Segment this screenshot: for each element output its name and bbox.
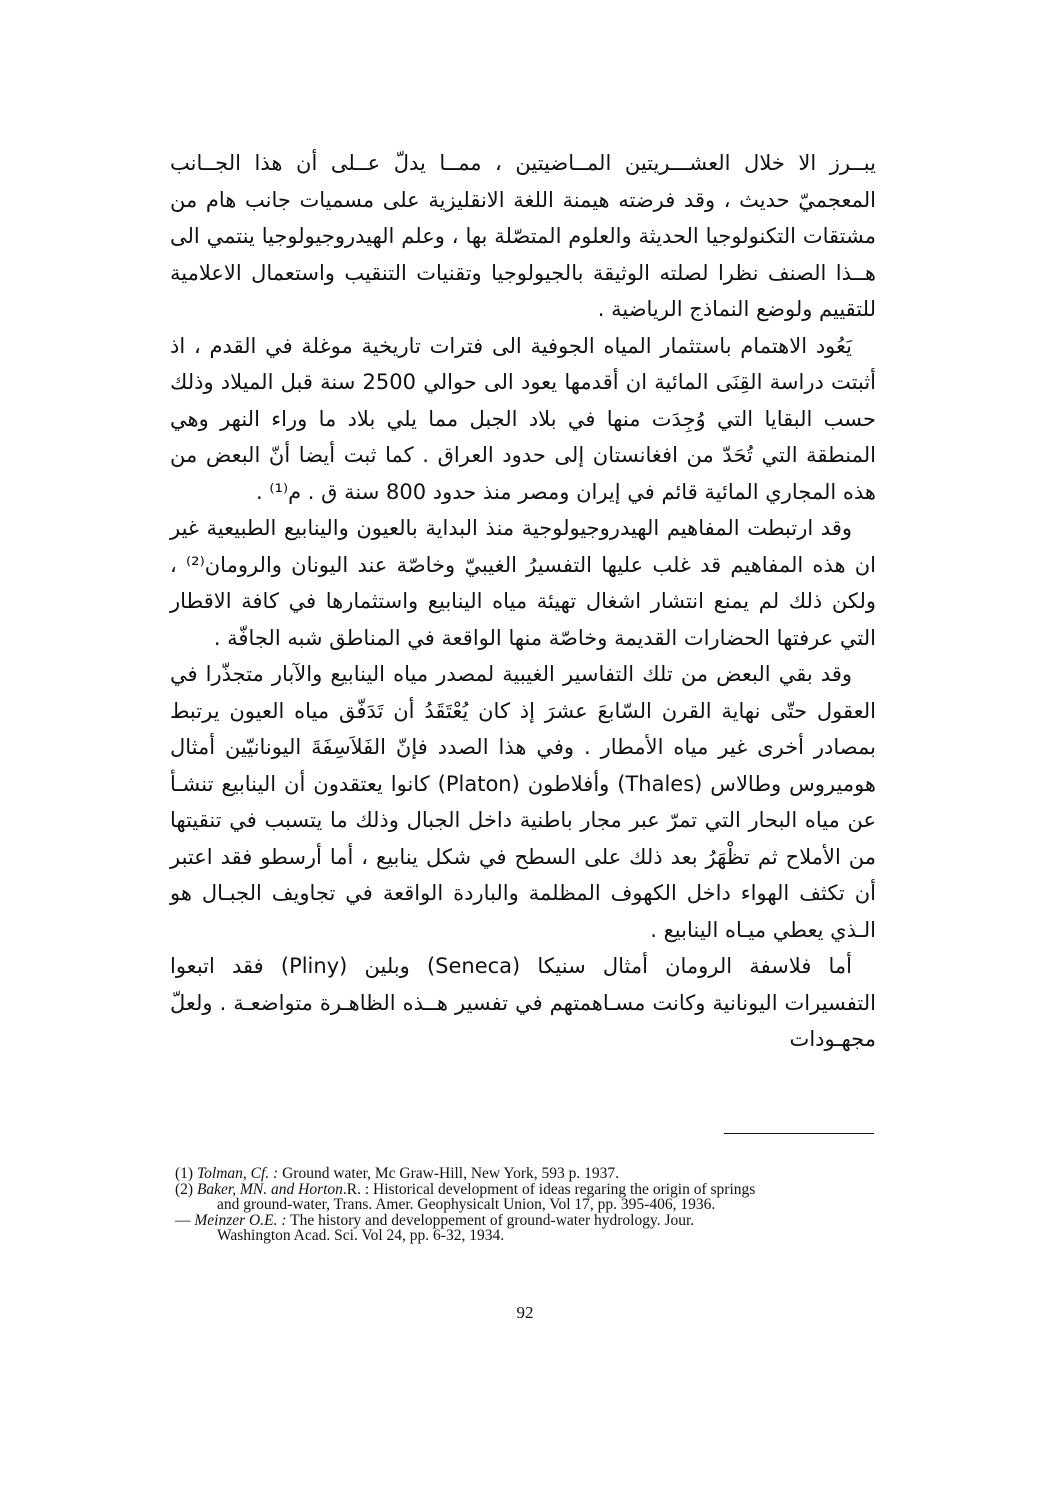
footnote-number: — [175,1211,191,1229]
footnote-2 [175,1182,875,1198]
paragraph-1: يبــرز الا خلال العشـــريتين المــاضيتين ، ممــا يدلّ عــلى أن هذا الجــانب المعجميّ حديث ، وقد فرضته هيمنة اللغة الانقليزية على مسميات جانب هام من مشتقات التكنولوجيا الحديثة والعلوم المتصّلة بها ، وعلم الهيدروجيولوجيا ينتمي الى هــذا الصنف نظرا لصلته الوثيقة بالجيولوجيا وتقنيات التنقيب واستعمال الاعلامية للتقييم ولوضع النماذج الرياضية . [170,151,876,321]
paragraph-4: وقد بقي البعض من تلك التفاسير الغيبية لمصدر مياه الينابيع والآبار متجذّرا في العقول حتّى نهاية القرن السّابعَ عشرَ إذ كان يُعْتَقَدُ أن تَدَفّق مياه العيون يرتبط بمصادر أخرى غير مياه الأمطار . وفي هذا الصدد فإنّ الفَلاَسِفَةَ اليونانيّين أمثال هوميروس وطالاس (Thales) وأفلاطون (Platon) كانوا يعتقدون أن الينابيع تنشـأ عن مياه البحار التي تمرّ عبر مجار باطنية داخل الجبال وذلك ما يتسبب في تنقيتها من الأملاح ثم تظْهَرُ بعد ذلك على السطح في شكل ينابيع ، أما أرسطو فقد اعتبر أن تكثف الهواء داخل الكهوف المظلمة والباردة الواقعة في تجاويف الجبـال هو الـذي يعطي ميـاه الينابيع . [170,662,877,942]
footnote-text: Ground water, Mc Graw-Hill, New York, 593 p. 1937. [282,1165,619,1182]
footnote-number: (1) [175,1165,194,1182]
footnote-author: Meinzer O.E. : [194,1211,287,1229]
footnote-3-continuation: Washington Acad. Sci. Vol 24, pp. 6-32, 1934. [217,1227,505,1244]
footnote-author: Baker, MN. and Horton [196,1180,343,1198]
page-number: 92 [516,1303,534,1322]
paragraph-3: وقد ارتبطت المفاهيم الهيدروجيولوجية منذ البداية بالعيون والينابيع الطبيعية غير ان هذه المفاهيم قد غلب عليها التفسيرُ الغيبيّ وخاصّة عند اليونان والرومان⁽²⁾ ، ولكن ذلك لم يمنع انتشار اشغال تهيئة مياه الينابيع واستثمارها في كافة الاقطار التي عرفتها الحضارات القديمة وخاصّة منها الواقعة في المناطق شبه الجافّة . [170,516,876,650]
paragraph-5: أما فلاسفة الرومان أمثال سنيكا (Seneca) وبلين (Pliny) فقد اتبعوا التفسيرات اليونانية وكانت مسـاهمتهم في تفسير هــذه الظاهـرة متواضعـة . ولعلّ مجهـودات [170,954,876,1051]
footnote-2-continuation: and ground-water, Trans. Amer. Geophysicalt Union, Vol 17, pp. 395-406, 1936. [217,1196,716,1213]
footnote-text: .R. : Historical development of ideas regaring the origin of springs [342,1180,756,1198]
footnote-text: The history and developpement of ground-water hydrology. Jour. [290,1211,695,1229]
footnote-number: (2) [175,1180,194,1198]
footnote-1 [175,1166,875,1182]
footnote-author: Tolman, Cf. : [196,1165,279,1182]
footnote-3 [175,1213,875,1229]
body-text [170,145,876,1058]
footnotes [175,1166,875,1244]
footnote-divider [724,1133,874,1134]
paragraph-2: يَعُود الاهتمام باستثمار المياه الجوفية الى فترات تاريخية موغلة في القدم ، اذ أثبتت دراسة القِنَى المائية ان أقدمها يعود الى حوالي 2500 سنة قبل الميلاد وذلك حسب البقايا التي وُجِدَت منها في بلاد الجبل مما يلي بلاد ما وراء النهر وهي المنطقة التي تُحَدّ من افغانستان إلى حدود العراق . كما ثبت أيضا أنّ البعض من هذه المجاري المائية قائم في إيران ومصر منذ حدود 800 سنة ق . م⁽¹⁾ . [170,333,876,504]
